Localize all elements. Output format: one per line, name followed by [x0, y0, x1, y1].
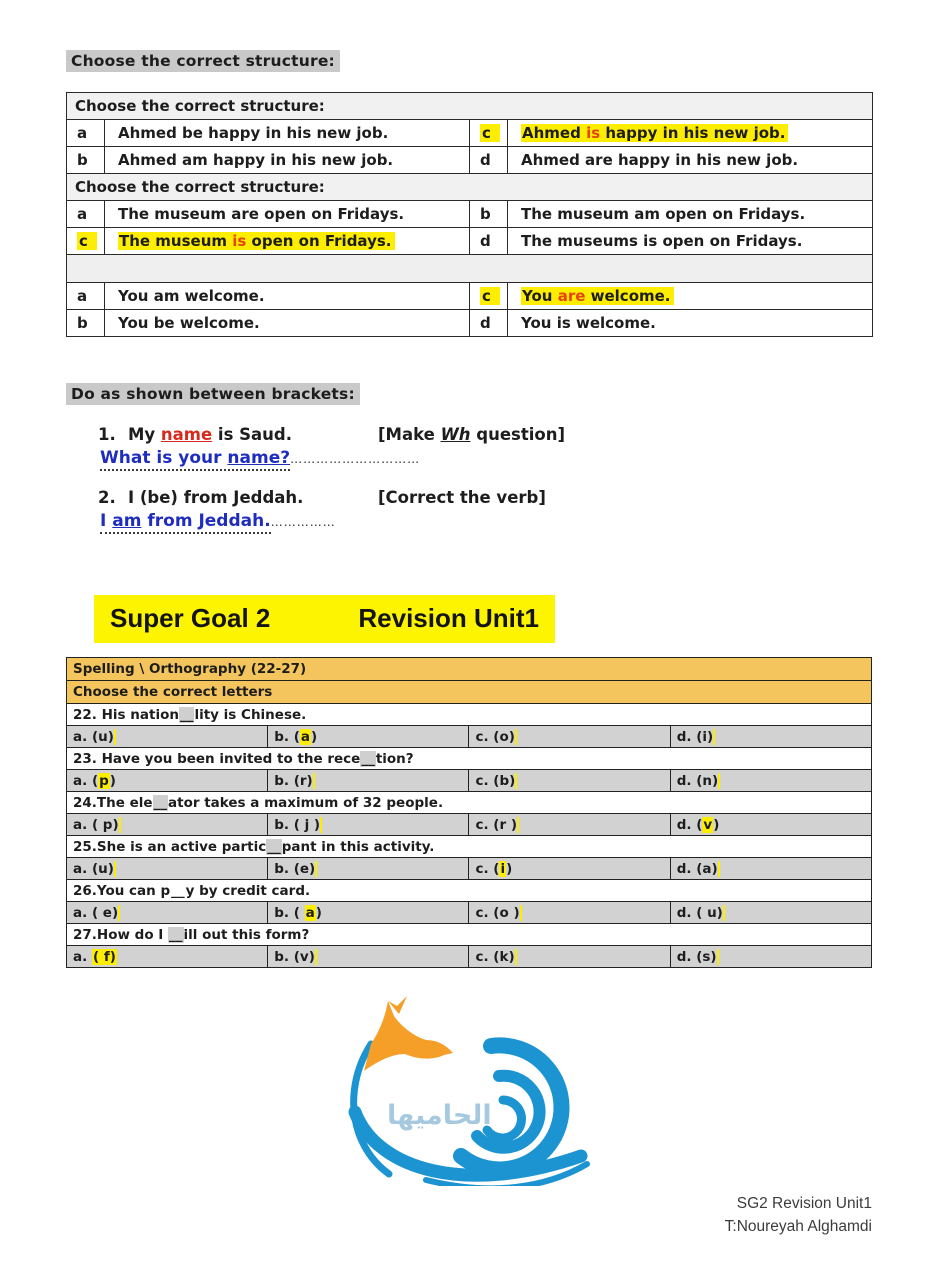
heading-text: Do as shown between brackets:	[66, 383, 360, 405]
table-header: Choose the correct structure:	[67, 93, 873, 120]
option-letter-cell: b	[67, 147, 105, 174]
option-text-cell: The museum are open on Fridays.	[105, 201, 470, 228]
options-row	[67, 814, 872, 836]
dotted-line: …………………………	[290, 452, 421, 466]
footer-teacher: T:Noureyah Alghamdi	[724, 1218, 872, 1236]
option-cell: b. (e)	[268, 858, 469, 880]
bird-icon	[364, 996, 453, 1071]
question-2: 2. I (be) from Jeddah. [Correct the verb]	[98, 488, 546, 507]
footer-title: SG2 Revision Unit1	[736, 1195, 872, 1212]
option-cell: a. ( p)	[67, 814, 268, 836]
correct-answer: The museum is open on Fridays.	[118, 232, 395, 250]
table-header: Choose the correct structure:	[67, 174, 873, 201]
section-heading-brackets	[66, 383, 872, 405]
footer	[725, 1192, 872, 1239]
option-letter-cell: d	[470, 228, 508, 255]
option-cell: c. (o )	[469, 902, 670, 924]
option-letter-cell: a	[67, 201, 105, 228]
option-cell: d. (n)	[670, 770, 871, 792]
blank-gap: __	[361, 750, 375, 767]
option-text-cell	[508, 120, 873, 147]
option-text-cell: Ahmed am happy in his new job.	[105, 147, 470, 174]
option-cell: d. ( u)	[670, 902, 871, 924]
title-banner	[94, 595, 555, 643]
table-title-row	[67, 658, 872, 681]
options-row	[67, 858, 872, 880]
option-letter-cell	[470, 283, 508, 310]
question-text: My name is Saud.	[128, 425, 292, 444]
correct-letter: c	[480, 124, 500, 142]
blank-gap: __	[179, 706, 194, 723]
question-cell: 23. Have you been invited to the rece__tion?	[67, 748, 872, 770]
unit-title: Revision Unit1	[358, 603, 539, 633]
correct-answer: Ahmed is happy in his new job.	[521, 124, 788, 142]
option-cell: c. (k)	[469, 946, 670, 968]
instruction-bracket: [Correct the verb]	[378, 488, 546, 507]
option-cell: a. (p)	[67, 770, 268, 792]
table-row	[67, 228, 873, 255]
option-cell: c. (b)	[469, 770, 670, 792]
question-row	[67, 704, 872, 726]
option-letter-cell: d	[470, 310, 508, 337]
blank-gap: __	[171, 882, 185, 899]
option-text-cell: You am welcome.	[105, 283, 470, 310]
option-letter-cell: a	[67, 283, 105, 310]
option-cell: a. ( f)	[67, 946, 268, 968]
question-cell: 27.How do I __ill out this form?	[67, 924, 872, 946]
options-row	[67, 902, 872, 924]
correct-word: is	[586, 124, 601, 142]
correct-answer: You are welcome.	[521, 287, 674, 305]
option-cell: d. (v)	[670, 814, 871, 836]
correct-letter: c	[77, 232, 97, 250]
correct-word: is	[232, 232, 247, 250]
table-title: Spelling \ Orthography (22-27)	[67, 658, 872, 681]
option-cell: c. (o)	[469, 726, 670, 748]
table-row	[67, 120, 873, 147]
question-cell: 24.The ele__ator takes a maximum of 32 people.	[67, 792, 872, 814]
option-cell: b. (r)	[268, 770, 469, 792]
option-cell: d. (a)	[670, 858, 871, 880]
option-text-cell: The museums is open on Fridays.	[508, 228, 873, 255]
brackets-section	[66, 383, 872, 531]
option-letter-cell: a	[67, 120, 105, 147]
question-row	[67, 924, 872, 946]
blank-gap: __	[153, 794, 168, 811]
table-row	[67, 310, 873, 337]
question-1: 1. My name is Saud. [Make Wh question]	[98, 425, 565, 444]
structure-table	[66, 92, 873, 337]
option-letter-cell: b	[470, 201, 508, 228]
book-title: Super Goal 2	[110, 603, 271, 633]
option-cell: b. ( j )	[268, 814, 469, 836]
question-row	[67, 880, 872, 902]
correct-letter: v	[703, 816, 713, 833]
table-row	[67, 147, 873, 174]
option-text-cell	[105, 228, 470, 255]
option-letter-cell: d	[470, 147, 508, 174]
school-logo	[341, 984, 606, 1186]
option-cell: a. (u)	[67, 858, 268, 880]
question-row	[67, 836, 872, 858]
option-text-cell: The museum am open on Fridays.	[508, 201, 873, 228]
options-row	[67, 770, 872, 792]
option-cell: d. (i)	[670, 726, 871, 748]
options-row	[67, 946, 872, 968]
option-cell: c. (i)	[469, 858, 670, 880]
logo-arabic-text: الحاميها	[386, 1100, 492, 1131]
answer-2: I am from Jeddah.……………	[100, 511, 872, 531]
option-text-cell	[508, 283, 873, 310]
option-text-cell: Ahmed be happy in his new job.	[105, 120, 470, 147]
table-subtitle-row	[67, 681, 872, 704]
spelling-table	[66, 657, 872, 968]
option-letter-cell: b	[67, 310, 105, 337]
option-cell: a. ( e)	[67, 902, 268, 924]
instruction-bracket: [Make Wh question]	[378, 425, 565, 444]
options-row	[67, 726, 872, 748]
blank-gap: __	[267, 838, 281, 855]
option-cell: c. (r )	[469, 814, 670, 836]
question-row	[67, 792, 872, 814]
correct-letter: ( f)	[92, 948, 116, 965]
option-text-cell: You is welcome.	[508, 310, 873, 337]
option-cell: d. (s)	[670, 946, 871, 968]
question-cell: 22. His nation__lity is Chinese.	[67, 704, 872, 726]
option-letter-cell	[470, 120, 508, 147]
correct-letter: a	[305, 904, 315, 921]
heading-text: Choose the correct structure:	[66, 50, 340, 72]
table-row	[67, 201, 873, 228]
question-cell: 26.You can p__y by credit card.	[67, 880, 872, 902]
question-text: I (be) from Jeddah.	[128, 488, 304, 507]
blank-gap: __	[169, 926, 183, 943]
table-header-row	[67, 174, 873, 201]
option-cell: b. (a)	[268, 726, 469, 748]
option-letter-cell	[67, 228, 105, 255]
option-cell: a. (u)	[67, 726, 268, 748]
option-text-cell: Ahmed are happy in his new job.	[508, 147, 873, 174]
correct-letter: p	[99, 772, 109, 789]
empty-row	[67, 255, 873, 283]
question-cell: 25.She is an active partic__pant in this activity.	[67, 836, 872, 858]
answer-1: What is your name?…………………………	[100, 448, 872, 468]
dotted-line: ……………	[270, 515, 336, 529]
correct-letter: i	[500, 860, 506, 877]
correct-letter: a	[300, 728, 311, 745]
table-subtitle: Choose the correct letters	[67, 681, 872, 704]
option-text-cell: You be welcome.	[105, 310, 470, 337]
correct-letter: c	[480, 287, 500, 305]
correct-word: are	[557, 287, 586, 305]
underlined-word: name	[160, 425, 213, 444]
question-row	[67, 748, 872, 770]
option-cell: b. ( a)	[268, 902, 469, 924]
table-header-row	[67, 93, 873, 120]
section-heading-structure	[66, 0, 872, 72]
option-cell: b. (v)	[268, 946, 469, 968]
table-row	[67, 283, 873, 310]
